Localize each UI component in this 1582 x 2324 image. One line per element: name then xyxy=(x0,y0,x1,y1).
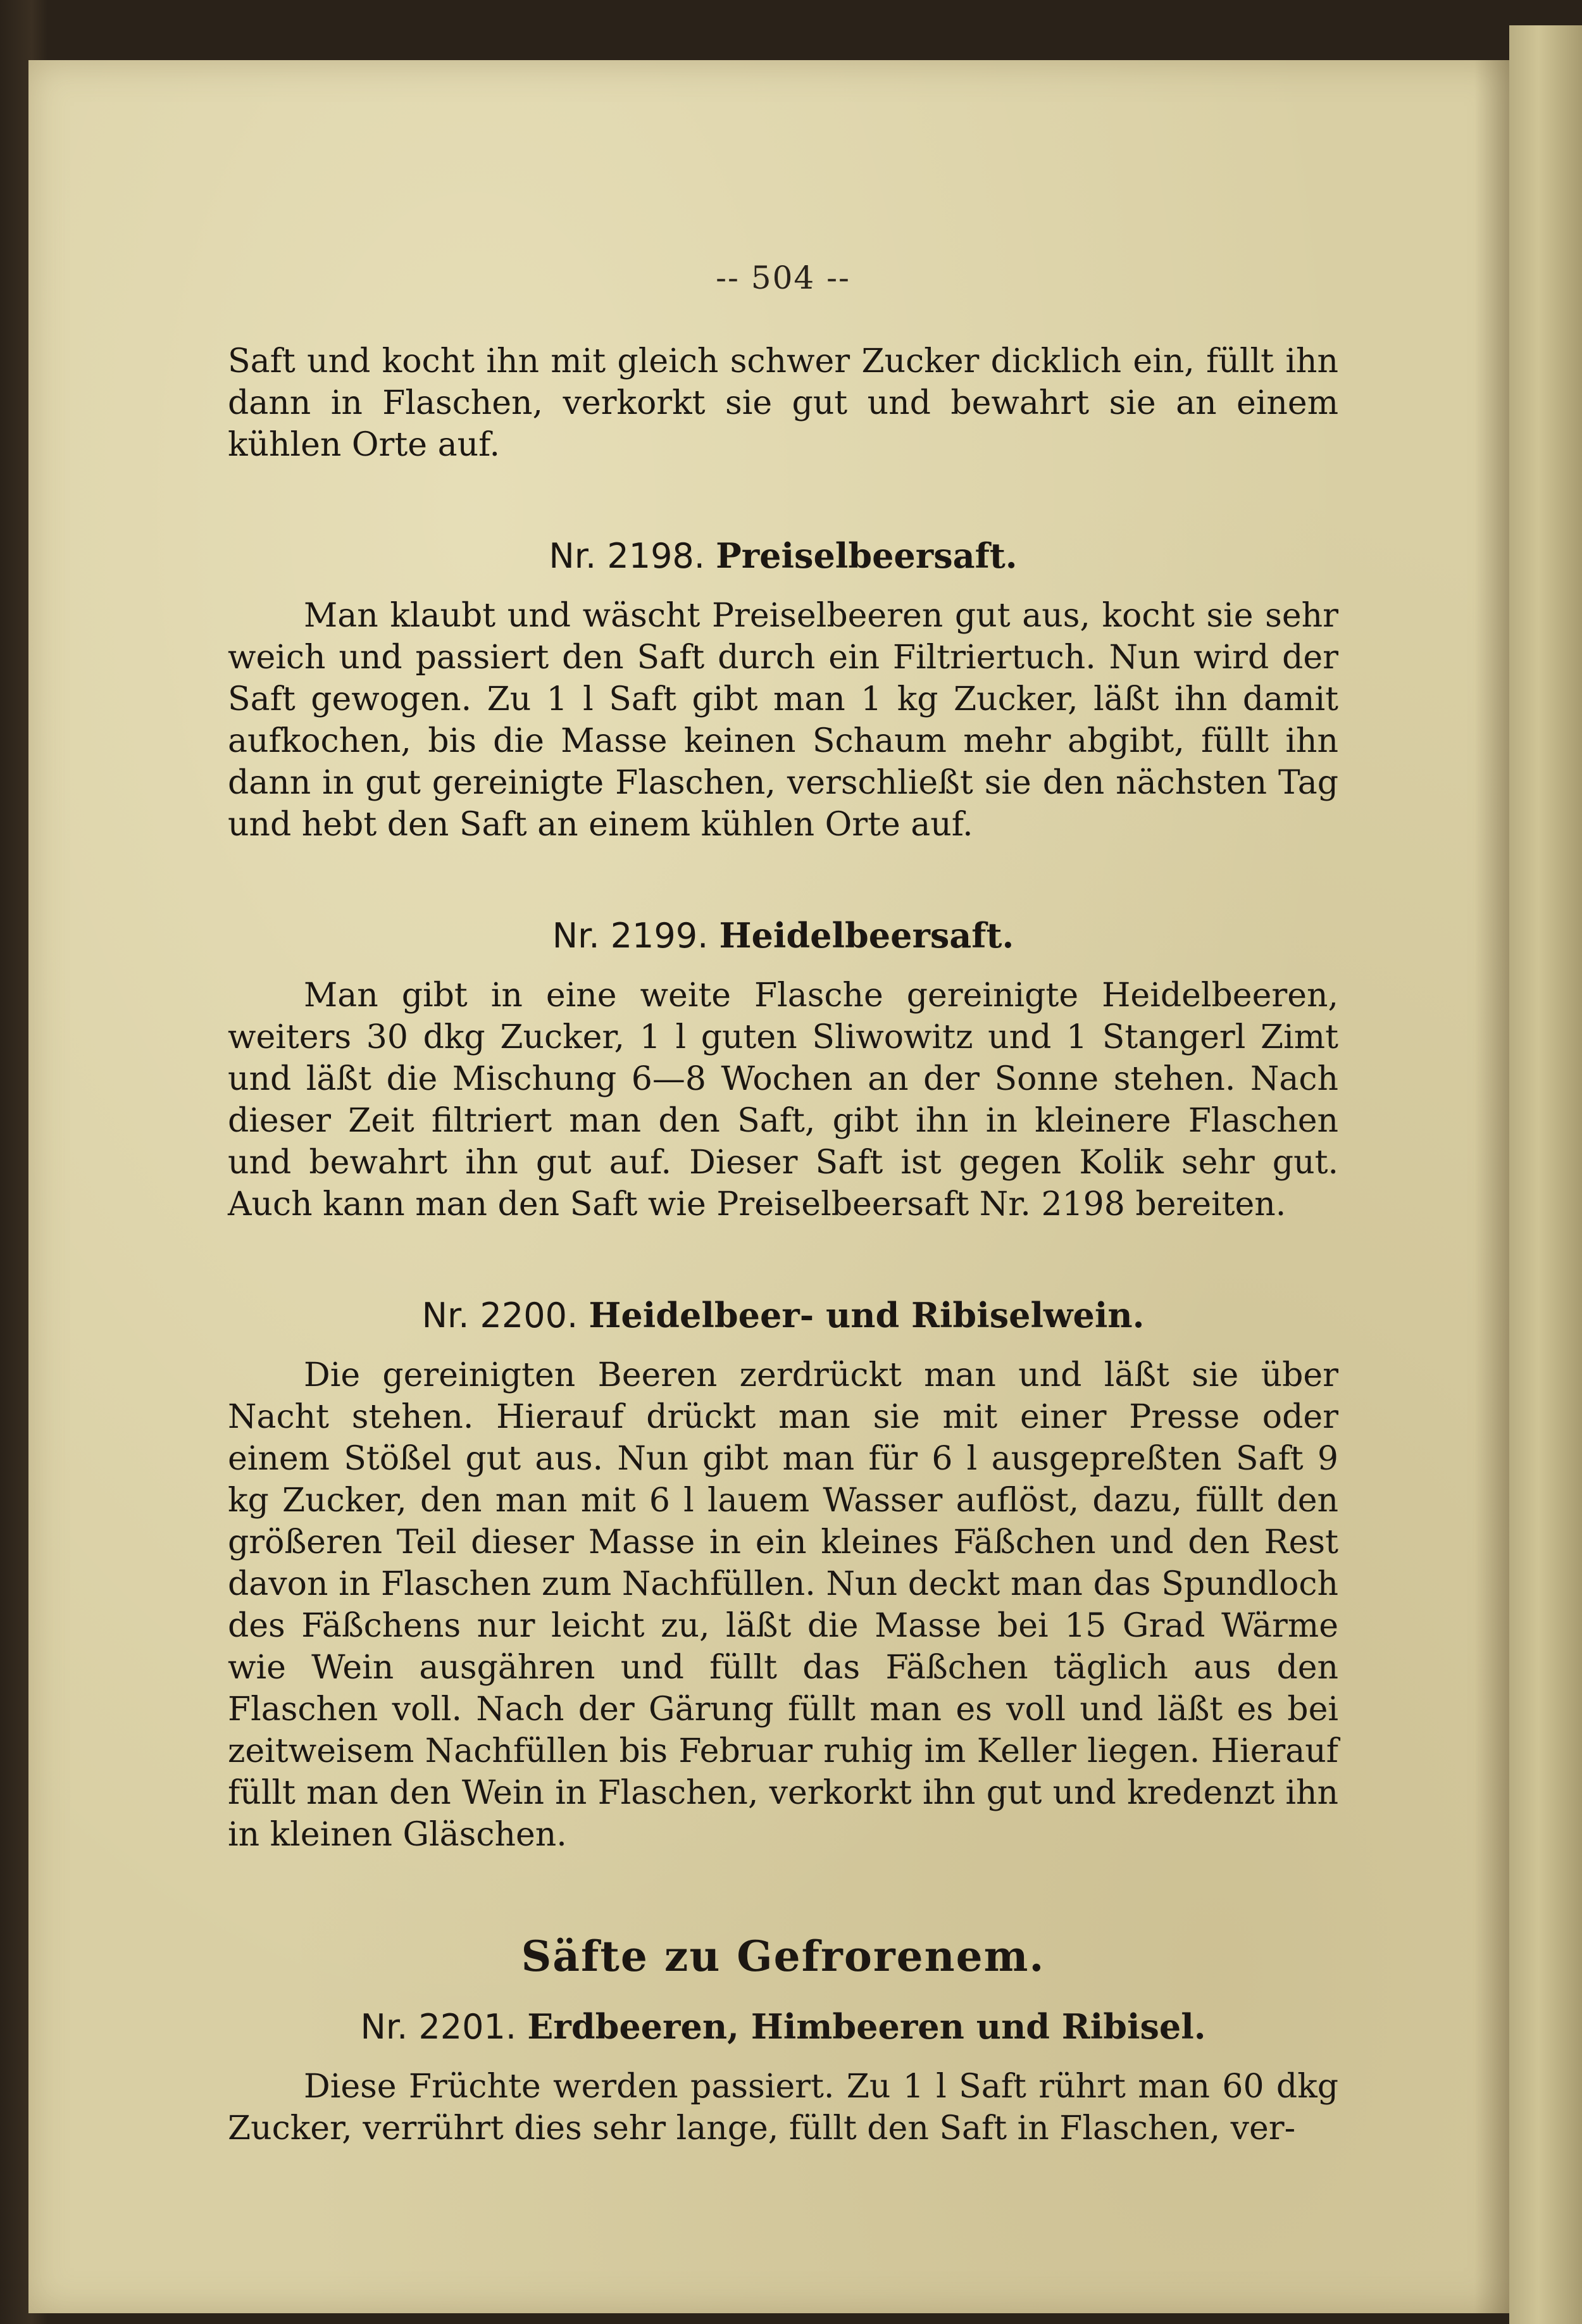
recipe-text: Die gereinigten Beeren zerdrückt man und läßt sie über Nacht stehen. Hierauf drückt man sie mit einer Presse oder einem Stößel gut aus. Nun gibt man für 6 l ausgepreßten Saft 9 kg Zucker, den man mit 6 l lauem Wasser auflöst, dazu, füllt den größeren Teil dieser Masse in ein kleines Fäßchen und den Rest davon in Flaschen zum Nachfüllen. Nun deckt man das Spundloch des Fäßchens nur leicht zu, läßt die Masse bei 15 Grad Wärme wie Wein ausgähren und füllt das Fäßchen täglich aus den Flaschen voll. Nach der Gärung füllt man es voll und läßt es bei zeitweisem Nachfüllen bis Februar ruhig im Keller liegen. Hierauf füllt man den Wein in Flaschen, verkorkt ihn gut und kredenzt ihn in kleinen Gläschen. xyxy=(228,1356,1338,1854)
recipe-heading xyxy=(228,2006,1338,2047)
recipe-body xyxy=(228,975,1338,1225)
recipe-2200 xyxy=(228,1295,1338,1856)
recipe-body xyxy=(228,2066,1338,2149)
recipe-body xyxy=(228,1354,1338,1856)
book-spine xyxy=(1509,25,1582,2324)
intro-text: Saft und kocht ihn mit gleich schwer Zucker dicklich ein, füllt ihn dann in Flaschen, verkorkt sie gut und bewahrt sie an einem kühlen Orte auf. xyxy=(228,342,1338,464)
recipe-heading xyxy=(228,915,1338,956)
recipe-number: Nr. 2200. xyxy=(421,1296,578,1335)
recipe-number: Nr. 2198. xyxy=(549,536,705,576)
recipe-heading xyxy=(228,535,1338,576)
recipe-title: Heidelbeer- und Ribiselwein. xyxy=(589,1295,1145,1335)
page-number: -- 504 -- xyxy=(716,259,850,296)
recipe-title: Erdbeeren, Himbeeren und Ribisel. xyxy=(527,2006,1206,2047)
recipe-heading xyxy=(228,1295,1338,1335)
recipe-2198 xyxy=(228,535,1338,846)
recipe-title: Heidelbeersaft. xyxy=(719,915,1014,956)
recipe-text: Diese Früchte werden passiert. Zu 1 l Saft rührt man 60 dkg Zucker, verrührt dies sehr lange, füllt den Saft in Flaschen, ver- xyxy=(228,2068,1338,2147)
intro-paragraph xyxy=(228,340,1338,466)
recipe-number: Nr. 2199. xyxy=(552,916,709,956)
section-title: Säfte zu Gefrorenem. xyxy=(521,1932,1045,1981)
recipe-body xyxy=(228,595,1338,846)
recipe-2201 xyxy=(228,2006,1338,2149)
recipe-number: Nr. 2201. xyxy=(360,2007,517,2047)
recipe-2199 xyxy=(228,915,1338,1225)
recipe-title: Preiselbeersaft. xyxy=(716,535,1018,576)
recipe-text: Man gibt in eine weite Flasche gereinigte Heidelbeeren, weiters 30 dkg Zucker, 1 l guten Sliwowitz und 1 Stangerl Zimt und läßt die Mischung 6—8 Wochen an der Sonne stehen. Nach dieser Zeit filtriert man den Saft, gibt ihn in kleinere Flaschen und bewahrt ihn gut auf. Dieser Saft ist gegen Kolik sehr gut. Auch kann man den Saft wie Preiselbeersaft Nr. 2198 bereiten. xyxy=(228,977,1338,1223)
page-gutter-shadow xyxy=(1474,60,1509,2313)
recipe-text: Man klaubt und wäscht Preiselbeeren gut aus, kocht sie sehr weich und passiert den Saft durch ein Filtriertuch. Nun wird der Saft gewogen. Zu 1 l Saft gibt man 1 kg Zucker, läßt ihn damit aufkochen, bis die Masse keinen Schaum mehr abgibt, füllt ihn dann in gut gereinigte Flaschen, verschließt sie den nächsten Tag und hebt den Saft an einem kühlen Orte auf. xyxy=(228,597,1338,844)
page-content xyxy=(228,259,1338,2149)
